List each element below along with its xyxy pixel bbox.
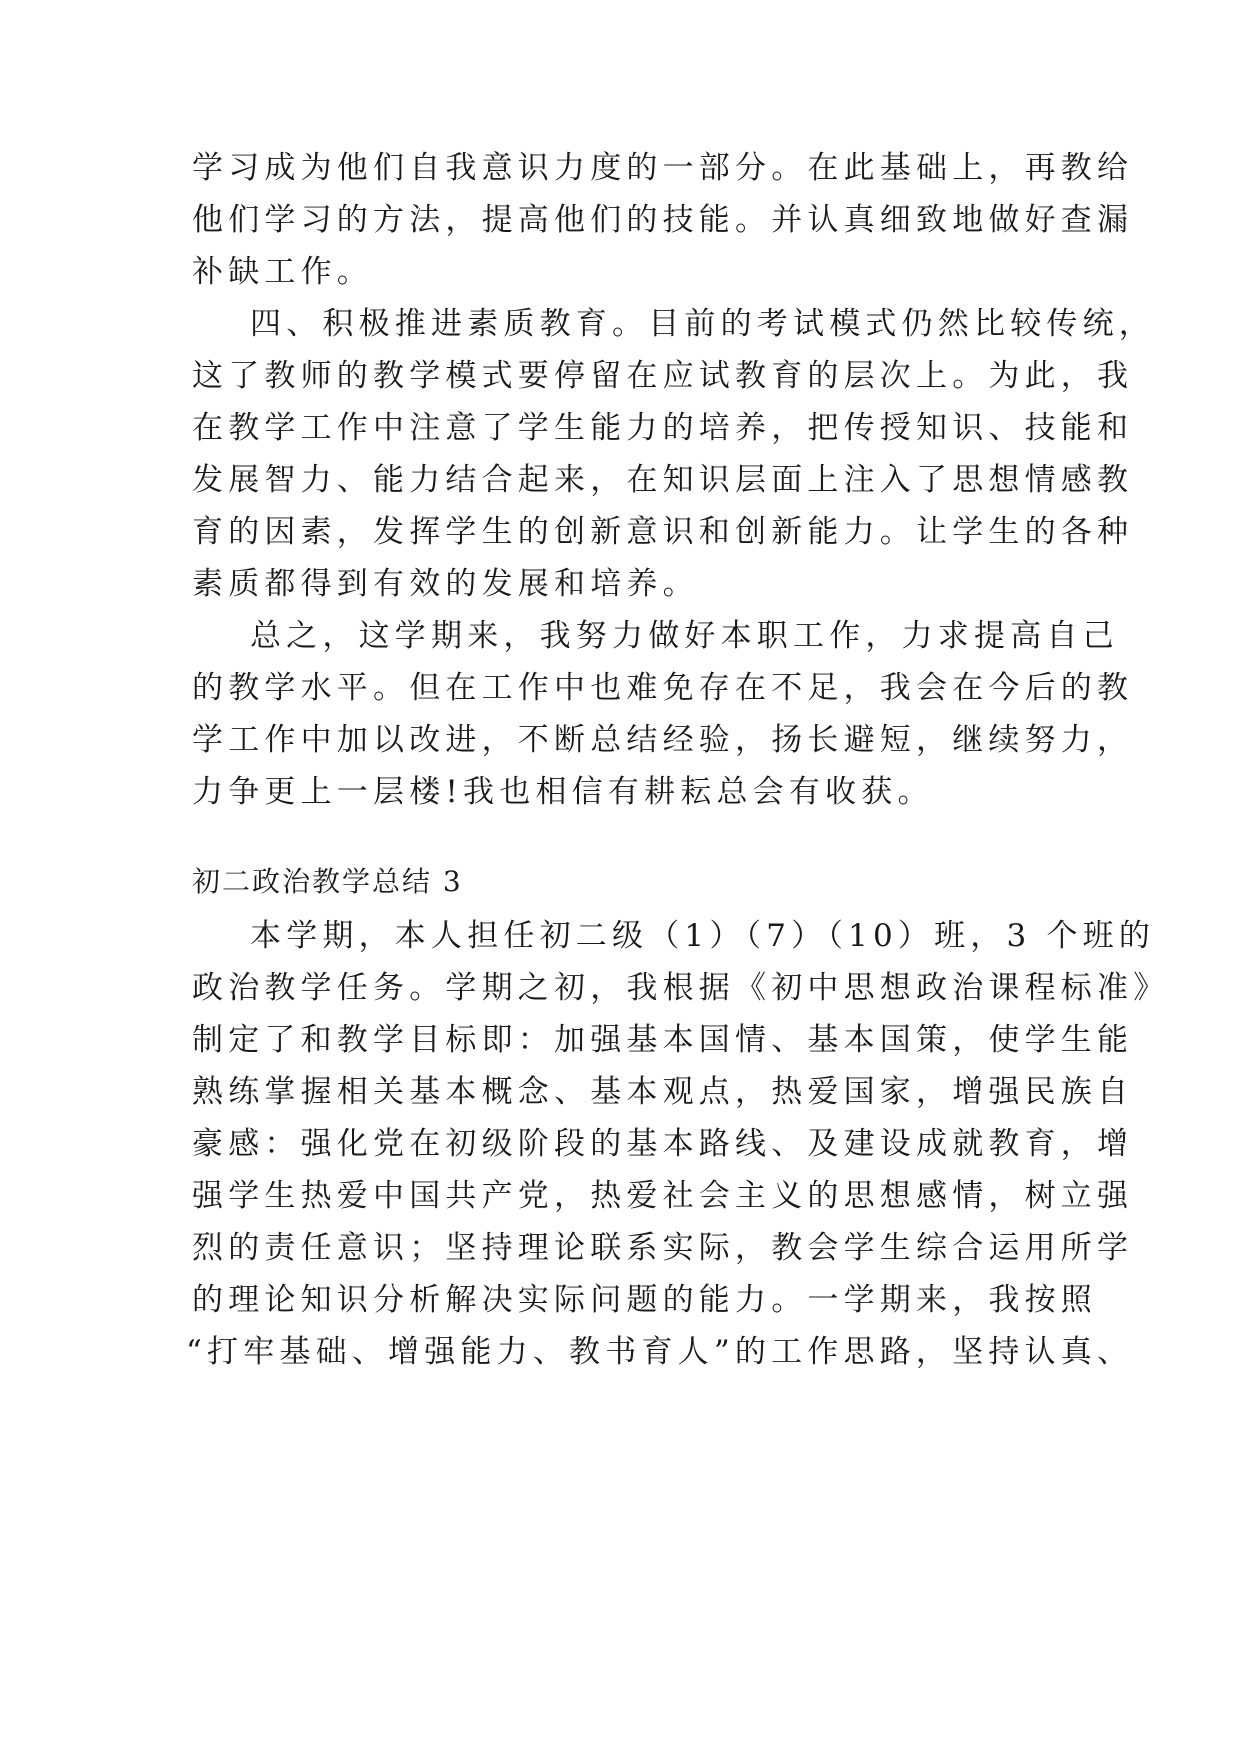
text-line: 力争更上一层楼!我也相信有耕耘总会有收获。 <box>192 774 934 810</box>
text-line: 这了教师的教学模式要停留在应试教育的层次上。为此，我 <box>192 358 1134 394</box>
text-line: 育的因素，发挥学生的创新意识和创新能力。让学生的各种 <box>192 514 1134 550</box>
text-line: “打牢基础、增强能力、教书育人”的工作思路，坚持认真、 <box>186 1334 1134 1370</box>
text-line: 豪感：强化党在初级阶段的基本路线、及建设成就教育，增 <box>192 1126 1134 1162</box>
text-line: 四、积极推进素质教育。目前的考试模式仍然比较传统， <box>250 306 1155 342</box>
text-line: 补缺工作。 <box>192 254 373 290</box>
text-line: 政治教学任务。学期之初，我根据《初中思想政治课程标准》 <box>192 970 1170 1006</box>
text-line: 他们学习的方法，提高他们的技能。并认真细致地做好查漏 <box>192 202 1134 238</box>
text-line: 烈的责任意识；坚持理论联系实际，教会学生综合运用所学 <box>192 1230 1134 1266</box>
text-line: 强学生热爱中国共产党，热爱社会主义的思想感情，树立强 <box>192 1178 1134 1214</box>
text-line: 在教学工作中注意了学生能力的培养，把传授知识、技能和 <box>192 410 1134 446</box>
text-line: 发展智力、能力结合起来，在知识层面上注入了思想情感教 <box>192 462 1134 498</box>
section-heading: 初二政治教学总结 3 <box>192 865 463 898</box>
text-line: 的教学水平。但在工作中也难免存在不足，我会在今后的教 <box>192 670 1134 706</box>
text-line: 总之，这学期来，我努力做好本职工作，力求提高自己 <box>250 618 1119 654</box>
text-line: 熟练掌握相关基本概念、基本观点，热爱国家，增强民族自 <box>192 1074 1134 1110</box>
text-line: 学工作中加以改进，不断总结经验，扬长避短，继续努力， <box>192 722 1134 758</box>
text-line: 学习成为他们自我意识力度的一部分。在此基础上，再教给 <box>192 150 1134 186</box>
text-line: 素质都得到有效的发展和培养。 <box>192 566 699 602</box>
text-line: 制定了和教学目标即：加强基本国情、基本国策，使学生能 <box>192 1022 1134 1058</box>
text-line: 本学期，本人担任初二级（1）（7）（10）班，3 个班的 <box>250 918 1156 954</box>
text-line: 的理论知识分析解决实际问题的能力。一学期来，我按照 <box>192 1282 1097 1318</box>
